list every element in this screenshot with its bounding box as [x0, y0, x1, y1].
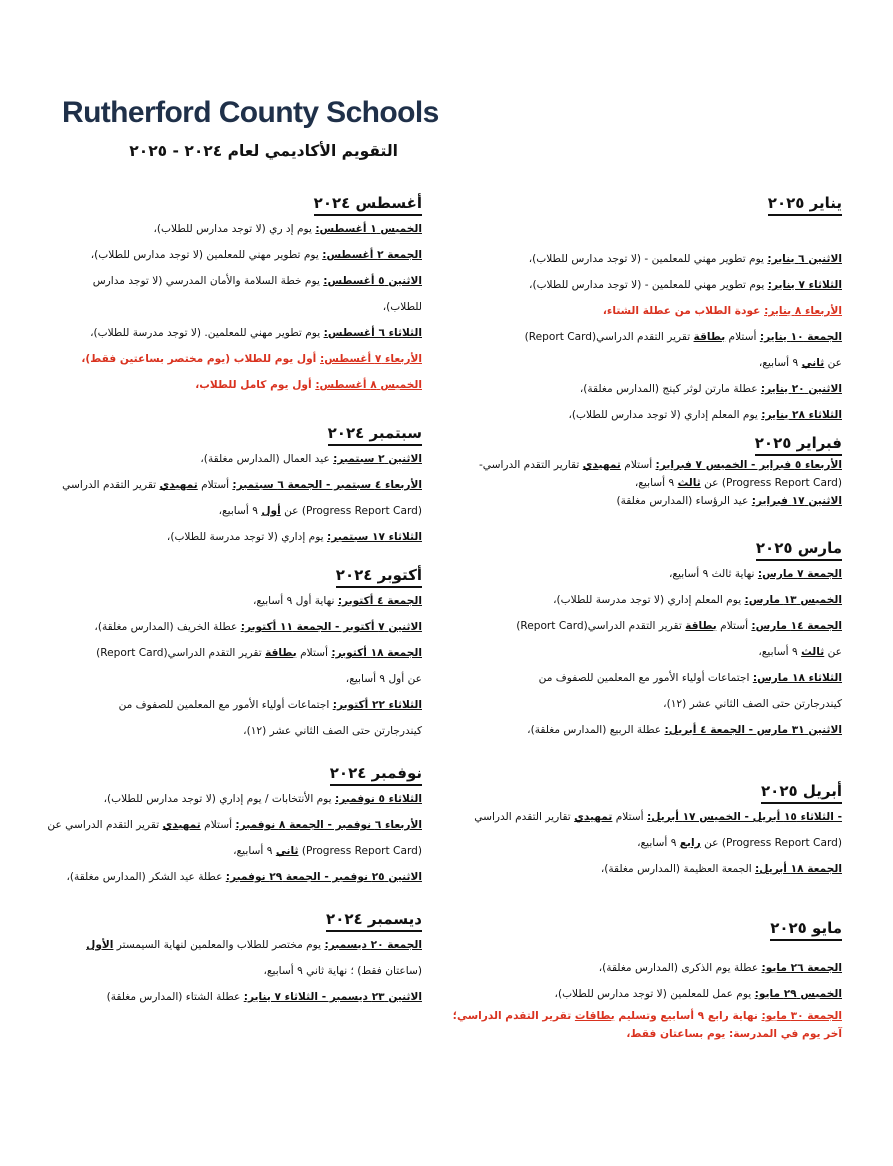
entry-text: نهاية رابع ٩ أسابيع وتسليم: [614, 1010, 762, 1022]
calendar-entry: [452, 1007, 842, 1025]
entry-text: تقرير التقدم الدراسي(Report Card): [524, 331, 694, 343]
entry-text: أول يوم كامل للطلاب،: [195, 379, 316, 391]
entry-emphasis: ثالث: [801, 646, 825, 658]
entry-text: يوم المعلم إداري (لا توجد مدرسة للطلاب)،: [553, 594, 745, 606]
calendar-entry: [70, 640, 422, 666]
entry-text: يوم عمل للمعلمين (لا توجد مدارس للطلاب)،: [554, 988, 755, 1000]
entry-text: عطلة الشتاء (المدارس مغلقة): [106, 991, 244, 1003]
section-january: [470, 193, 842, 428]
entry-date: الجمعة ٧ مارس:: [757, 568, 842, 580]
entry-text: عن: [824, 357, 842, 369]
entry-text: (Progress Report Card) عن: [700, 477, 842, 489]
entry-text: يوم تطوير مهني للمعلمين - (لا توجد مدارس للطلاب)،: [528, 253, 768, 265]
calendar-entry: [70, 372, 422, 398]
calendar-entry: [70, 498, 422, 524]
month-title: أكتوبر ٢٠٢٤: [336, 566, 422, 588]
calendar-entry: [470, 350, 842, 376]
entry-text: نهاية ثالث ٩ أسابيع،: [668, 568, 758, 580]
entry-emphasis: ثاني: [275, 845, 299, 857]
entry-text: أستلام: [620, 459, 656, 471]
calendar-entry: [70, 242, 422, 268]
entry-emphasis: ثاني: [801, 357, 825, 369]
calendar-entry: [70, 614, 422, 640]
calendar-entry: [470, 298, 842, 324]
entry-date: الثلاثاء ٢٢ أكتوبر:: [332, 699, 422, 711]
entry-date: الخميس ٢٩ مايو:: [754, 988, 842, 1000]
entry-date: الأربعاء ٦ نوفمبر - الجمعة ٨ نوفمبر:: [235, 819, 422, 831]
entry-text: تقرير التقدم الدراسي؛: [452, 1010, 575, 1022]
month-heading: [70, 565, 422, 588]
entry-text: تقرير التقدم الدراسي(Report Card): [516, 620, 686, 632]
calendar-entry: [70, 958, 422, 984]
entry-text: يوم تطوير مهني للمعلمين. (لا توجد مدرسة للطلاب)،: [90, 327, 324, 339]
entry-text: ٩ أسابيع،: [233, 845, 276, 857]
entry-emphasis: بطاقة: [693, 331, 726, 343]
entry-date: - الثلاثاء ١٥ أبريل - الخميس ١٧ أبريل:: [647, 811, 842, 823]
month-heading: [470, 918, 842, 941]
entry-date: الاثنين ٣١ مارس - الجمعة ٤ أبريل:: [664, 724, 842, 736]
calendar-entry: [70, 718, 422, 744]
section-april: [470, 781, 842, 882]
calendar-entry: [470, 717, 842, 743]
entry-date: الجمعة ٣٠ مايو:: [761, 1010, 842, 1022]
month-title: فبراير ٢٠٢٥: [755, 434, 842, 456]
entry-text: أول يوم للطلاب (يوم مختصر بساعتين فقط)،: [81, 353, 320, 365]
month-title: أغسطس ٢٠٢٤: [314, 194, 422, 216]
entry-text: عودة الطلاب من عطلة الشتاء،: [602, 305, 765, 317]
calendar-entry: [470, 246, 842, 272]
month-heading: [70, 193, 422, 216]
calendar-entry: [70, 932, 422, 958]
entry-text: آخر يوم في المدرسة: يوم بساعتان فقط،: [626, 1028, 842, 1040]
calendar-entry: [70, 666, 422, 692]
calendar-entry: [70, 838, 422, 864]
entry-text: يوم مختصر للطلاب والمعلمين لنهاية السيمستر: [113, 939, 325, 951]
entry-text: عيد الرؤساء (المدارس مغلقة): [616, 495, 752, 507]
entry-date: الاثنين ٥ أغسطس:: [323, 275, 422, 287]
entry-date: الثلاثاء ٦ أغسطس:: [323, 327, 422, 339]
entry-text: ٩ أسابيع،: [634, 477, 678, 489]
entry-text: تقارير التقدم الدراسي-: [478, 459, 583, 471]
entry-text: عيد العمال (المدارس مغلقة)،: [200, 453, 334, 465]
section-march: [470, 538, 842, 743]
entry-emphasis: تمهيدي: [574, 811, 613, 823]
entry-text: اجتماعات أولياء الأمور مع المعلمين للصفوف من: [118, 699, 333, 711]
entry-text: (Progress Report Card) عن: [280, 505, 422, 517]
entry-text: أستلام: [197, 479, 233, 491]
entry-text: أستلام: [612, 811, 647, 823]
month-heading: [70, 763, 422, 786]
month-title: سبتمبر ٢٠٢٤: [328, 424, 422, 446]
entry-text: عطلة الربيع (المدارس مغلقة)،: [527, 724, 665, 736]
entry-text: (Progress Report Card): [298, 845, 422, 857]
entry-text: ٩ أسابيع،: [758, 357, 802, 369]
entry-date: الجمعة ٤ أكتوبر:: [337, 595, 422, 607]
section-november: [47, 763, 422, 890]
entry-emphasis: تمهيدي: [162, 819, 201, 831]
entry-text: عطلة مارتن لوثر كينج (المدارس مغلقة)،: [579, 383, 761, 395]
entry-emphasis: ثالث: [677, 477, 701, 489]
entry-date: الاثنين ١٧ فبراير:: [751, 495, 842, 507]
entry-date: الثلاثاء ٧ يناير:: [767, 279, 842, 291]
entry-emphasis: تمهيدي: [582, 459, 621, 471]
entry-text: تقرير التقدم الدراسي: [62, 479, 160, 491]
calendar-entry: [47, 812, 422, 838]
entry-emphasis: بطاقة: [265, 647, 297, 659]
entry-text: عن: [824, 646, 842, 658]
entry-emphasis: رابع: [679, 837, 701, 849]
calendar-entry: [470, 981, 842, 1007]
page-header: [62, 96, 462, 160]
calendar-entry: [70, 984, 422, 1010]
calendar-entry: [70, 786, 422, 812]
entry-date: الخميس ٨ أغسطس:: [315, 379, 422, 391]
entry-text: يوم إداري (لا توجد مدرسة للطلاب)،: [166, 531, 327, 543]
calendar-entry: [470, 324, 842, 350]
calendar-entry: [470, 561, 842, 587]
month-heading: [70, 423, 422, 446]
calendar-entry: [70, 588, 422, 614]
entry-emphasis: تمهيدي: [159, 479, 198, 491]
calendar-entry: [470, 456, 842, 474]
entry-date: الجمعة ٢٦ مايو:: [761, 962, 842, 974]
calendar-entry: [470, 665, 842, 691]
section-august: [70, 193, 422, 398]
calendar-entry: [470, 639, 842, 665]
entry-date: الخميس ١٣ مارس:: [744, 594, 842, 606]
calendar-entry: [470, 376, 842, 402]
entry-text: تقارير التقدم الدراسي: [474, 811, 575, 823]
entry-date: الأربعاء ٤ سبتمبر - الجمعة ٦ سبتمبر:: [232, 479, 422, 491]
calendar-entry: [70, 692, 422, 718]
entry-date: الجمعة ١٨ أكتوبر:: [331, 647, 422, 659]
section-may: [452, 918, 842, 1043]
calendar-entry: [470, 402, 842, 428]
calendar-entry: [70, 320, 422, 346]
section-december: [70, 909, 422, 1010]
entry-text: عطلة الخريف (المدارس مغلقة)،: [94, 621, 241, 633]
calendar-entry: [470, 955, 842, 981]
entry-text: ٩ أسابيع،: [758, 646, 802, 658]
entry-text: اجتماعات أولياء الأمور مع المعلمين للصفوف من: [538, 672, 753, 684]
entry-date: الثلاثاء ١٧ سبتمبر:: [327, 531, 422, 543]
entry-text: (ساعتان فقط) ؛ نهاية ثاني ٩ أسابيع،: [263, 965, 422, 977]
calendar-entry: [470, 492, 842, 510]
entry-text: يوم خطة السلامة والأمان المدرسي (لا توجد مدارس: [92, 275, 324, 287]
entry-text: كيندرجارتن حتى الصف الثاني عشر (١٢)،: [243, 725, 422, 737]
calendar-entry: [470, 587, 842, 613]
entry-text: نهاية أول ٩ أسابيع،: [252, 595, 338, 607]
entry-text: عطلة يوم الذكرى (المدارس مغلقة)،: [598, 962, 762, 974]
calendar-entry: [470, 1025, 842, 1043]
entry-date: الثلاثاء ٥ نوفمبر:: [334, 793, 422, 805]
entry-date: الأربعاء ٨ يناير:: [764, 305, 842, 317]
entry-text: يوم تطوير مهني للمعلمين - (لا توجد مدارس للطلاب)،: [529, 279, 768, 291]
entry-text: عطلة عيد الشكر (المدارس مغلقة)،: [66, 871, 226, 883]
month-title: نوفمبر ٢٠٢٤: [330, 764, 422, 786]
month-title: أبريل ٢٠٢٥: [761, 782, 842, 804]
entry-date: الاثنين ٦ يناير:: [767, 253, 842, 265]
calendar-entry: [70, 346, 422, 372]
month-heading: [470, 193, 842, 216]
calendar-entry: [470, 613, 842, 639]
entry-emphasis: الأول: [86, 939, 114, 951]
entry-date: الخميس ١ أغسطس:: [315, 223, 422, 235]
entry-emphasis: أول: [261, 505, 281, 517]
entry-text: يوم إد ري (لا توجد مدارس للطلاب)،: [153, 223, 316, 235]
calendar-entry: [470, 804, 842, 830]
calendar-entry: [62, 472, 422, 498]
entry-text: أستلام: [200, 819, 236, 831]
entry-emphasis: بطاقة: [685, 620, 717, 632]
entry-date: الاثنين ٢ سبتمبر:: [333, 453, 422, 465]
entry-text: الجمعة العظيمة (المدارس مغلقة)،: [600, 863, 756, 875]
entry-text: تقرير التقدم الدراسي(Report Card): [96, 647, 266, 659]
month-title: مايو ٢٠٢٥: [770, 919, 842, 941]
section-february: [470, 433, 842, 510]
month-title: مارس ٢٠٢٥: [756, 539, 842, 561]
district-logo: Rutherford County Schools: [62, 96, 439, 129]
month-heading: [70, 909, 422, 932]
section-september: [62, 423, 422, 550]
entry-text: أستلام: [296, 647, 332, 659]
calendar-entry: [470, 856, 842, 882]
entry-text: عن أول ٩ أسابيع،: [345, 673, 422, 685]
entry-date: الاثنين ٢٠ يناير:: [760, 383, 842, 395]
entry-text: أستلام: [716, 620, 752, 632]
entry-date: الاثنين ٢٣ ديسمبر - الثلاثاء ٧ يناير:: [243, 991, 422, 1003]
entry-text: أستلام: [725, 331, 760, 343]
entry-date: الاثنين ٧ أكتوبر - الجمعة ١١ أكتوبر:: [240, 621, 422, 633]
entry-text: يوم تطوير مهني للمعلمين (لا توجد مدارس للطلاب)،: [90, 249, 323, 261]
month-heading: [470, 781, 842, 804]
entry-text: (Progress Report Card) عن: [700, 837, 842, 849]
entry-date: الأربعاء ٧ أغسطس:: [319, 353, 422, 365]
entry-date: الجمعة ١٠ يناير:: [759, 331, 842, 343]
entry-date: الثلاثاء ١٨ مارس:: [752, 672, 842, 684]
calendar-entry: [70, 268, 422, 294]
calendar-entry: [70, 446, 422, 472]
month-title: ديسمبر ٢٠٢٤: [326, 910, 422, 932]
entry-text: ٩ أسابيع،: [218, 505, 262, 517]
entry-date: الجمعة ١٤ مارس:: [751, 620, 842, 632]
entry-date: الاثنين ٢٥ نوفمبر - الجمعة ٢٩ نوفمبر:: [225, 871, 422, 883]
entry-text: يوم المعلم إداري (لا توجد مدارس للطلاب)،: [568, 409, 762, 421]
entry-date: الجمعة ٢٠ ديسمبر:: [324, 939, 422, 951]
entry-text: يوم الأنتخابات / يوم إداري (لا توجد مدارس للطلاب)،: [103, 793, 335, 805]
calendar-entry: [470, 830, 842, 856]
entry-date: الثلاثاء ٢٨ يناير:: [761, 409, 842, 421]
entry-text: تقرير التقدم الدراسي عن: [47, 819, 163, 831]
month-heading: [470, 433, 842, 456]
entry-text: ٩ أسابيع،: [637, 837, 680, 849]
month-title: يناير ٢٠٢٥: [768, 194, 842, 216]
entry-date: الجمعة ٢ أغسطس:: [322, 249, 422, 261]
calendar-entry: [70, 524, 422, 550]
page-title: التقويم الأكاديمي لعام ٢٠٢٤ - ٢٠٢٥: [129, 142, 398, 160]
entry-emphasis: بطاقات: [574, 1010, 615, 1022]
entry-date: الجمعة ١٨ أبريل:: [755, 863, 842, 875]
calendar-entry: [70, 216, 422, 242]
calendar-entry: [66, 864, 422, 890]
calendar-entry: [70, 294, 422, 320]
calendar-entry: [470, 691, 842, 717]
section-october: [70, 565, 422, 744]
entry-date: الأربعاء ٥ فبراير - الخميس ٧ فبراير:: [655, 459, 842, 471]
calendar-entry: [470, 474, 842, 492]
entry-text: كيندرجارتن حتى الصف الثاني عشر (١٢)،: [663, 698, 842, 710]
month-heading: [470, 538, 842, 561]
calendar-entry: [470, 272, 842, 298]
entry-text: للطلاب)،: [382, 301, 422, 313]
